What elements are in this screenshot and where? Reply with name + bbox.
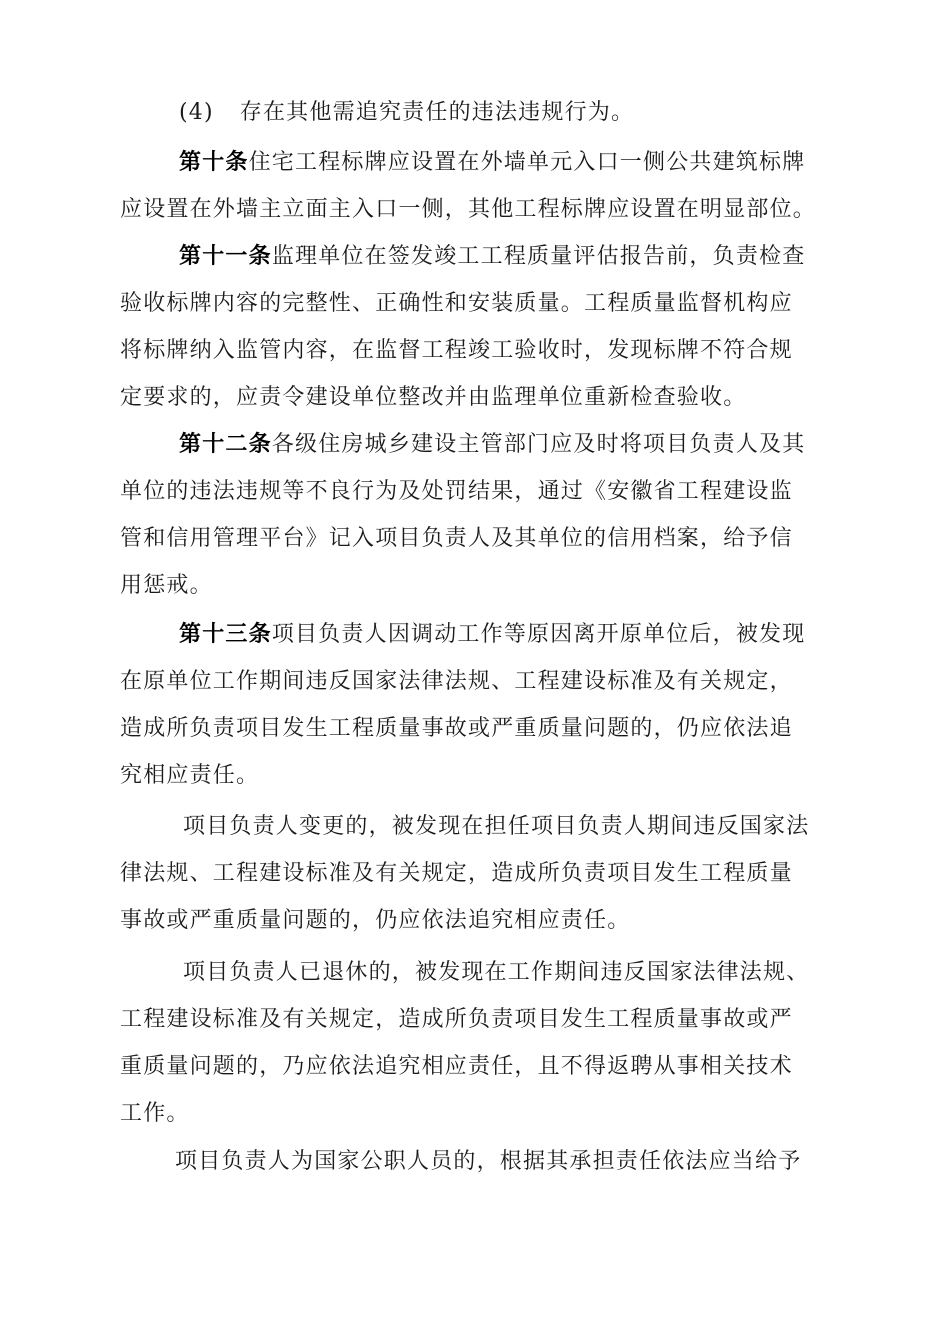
article-11-label: 第十一条 — [179, 244, 272, 269]
article-10-text: 住宅工程标牌应设置在外墙单元入口一侧公共建筑标牌 — [248, 150, 806, 175]
article-10-label: 第十条 — [179, 150, 249, 175]
article-11-line-2: 验收标牌内容的完整性、正确性和安装质量。工程质量监督机构应 — [120, 291, 793, 316]
paragraph-change-line-3: 事故或严重质量问题的，仍应依法追究相应责任。 — [120, 908, 631, 933]
article-10-line-2: 应设置在外墙主立面主入口一侧，其他工程标牌应设置在明显部位。 — [120, 197, 817, 222]
paragraph-change-line-2: 律法规、工程建设标准及有关规定，造成所负责项目发生工程质量 — [120, 861, 793, 886]
paragraph-retired-line-4: 工作。 — [120, 1101, 190, 1126]
article-10-line-1 — [179, 148, 840, 178]
article-13-text: 项目负责人因调动工作等原因离开原单位后，被发现 — [271, 622, 806, 647]
paragraph-official-line-1: 项目负责人为国家公职人员的，根据其承担责任依法应当给予 — [175, 1149, 802, 1174]
article-11-text: 监理单位在签发竣工工程质量评估报告前，负责检查 — [271, 244, 806, 269]
list-item-text: 存在其他需追究责任的违法违规行为。 — [239, 100, 635, 125]
article-12-label: 第十二条 — [179, 432, 272, 457]
article-12-line-1 — [179, 430, 840, 460]
article-12-text: 各级住房城乡建设主管部门应及时将项目负责人及其 — [271, 432, 806, 457]
article-12-line-2: 单位的违法违规等不良行为及处罚结果，通过《安徽省工程建设监 — [120, 479, 793, 504]
article-11-line-3: 将标牌纳入监管内容，在监督工程竣工验收时，发现标牌不符合规 — [120, 338, 793, 363]
paragraph-retired-line-3: 重质量问题的，乃应依法追究相应责任，且不得返聘从事相关技术 — [120, 1054, 793, 1079]
article-11-line-1 — [179, 242, 840, 272]
article-13-line-1 — [179, 620, 840, 650]
article-11-line-4: 定要求的，应责令建设单位整改并由监理单位重新检查验收。 — [120, 385, 747, 410]
list-item-4 — [179, 98, 840, 128]
article-12-line-3: 管和信用管理平台》记入项目负责人及其单位的信用档案，给予信 — [120, 526, 793, 551]
list-item-number: (4) — [179, 100, 214, 125]
article-13-line-4: 究相应责任。 — [120, 763, 260, 788]
paragraph-retired-line-2: 工程建设标准及有关规定，造成所负责项目发生工程质量事故或严 — [120, 1007, 793, 1032]
article-13-line-3: 造成所负责项目发生工程质量事故或严重质量问题的，仍应依法追 — [120, 716, 793, 741]
article-13-line-2: 在原单位工作期间违反国家法律法规、工程建设标准及有关规定， — [120, 669, 793, 694]
paragraph-change-line-1: 项目负责人变更的，被发现在担任项目负责人期间违反国家法 — [183, 814, 810, 839]
paragraph-retired-line-1: 项目负责人已退休的，被发现在工作期间违反国家法律法规、 — [183, 960, 810, 985]
article-12-line-4: 用惩戒。 — [120, 573, 213, 598]
article-13-label: 第十三条 — [179, 622, 272, 647]
